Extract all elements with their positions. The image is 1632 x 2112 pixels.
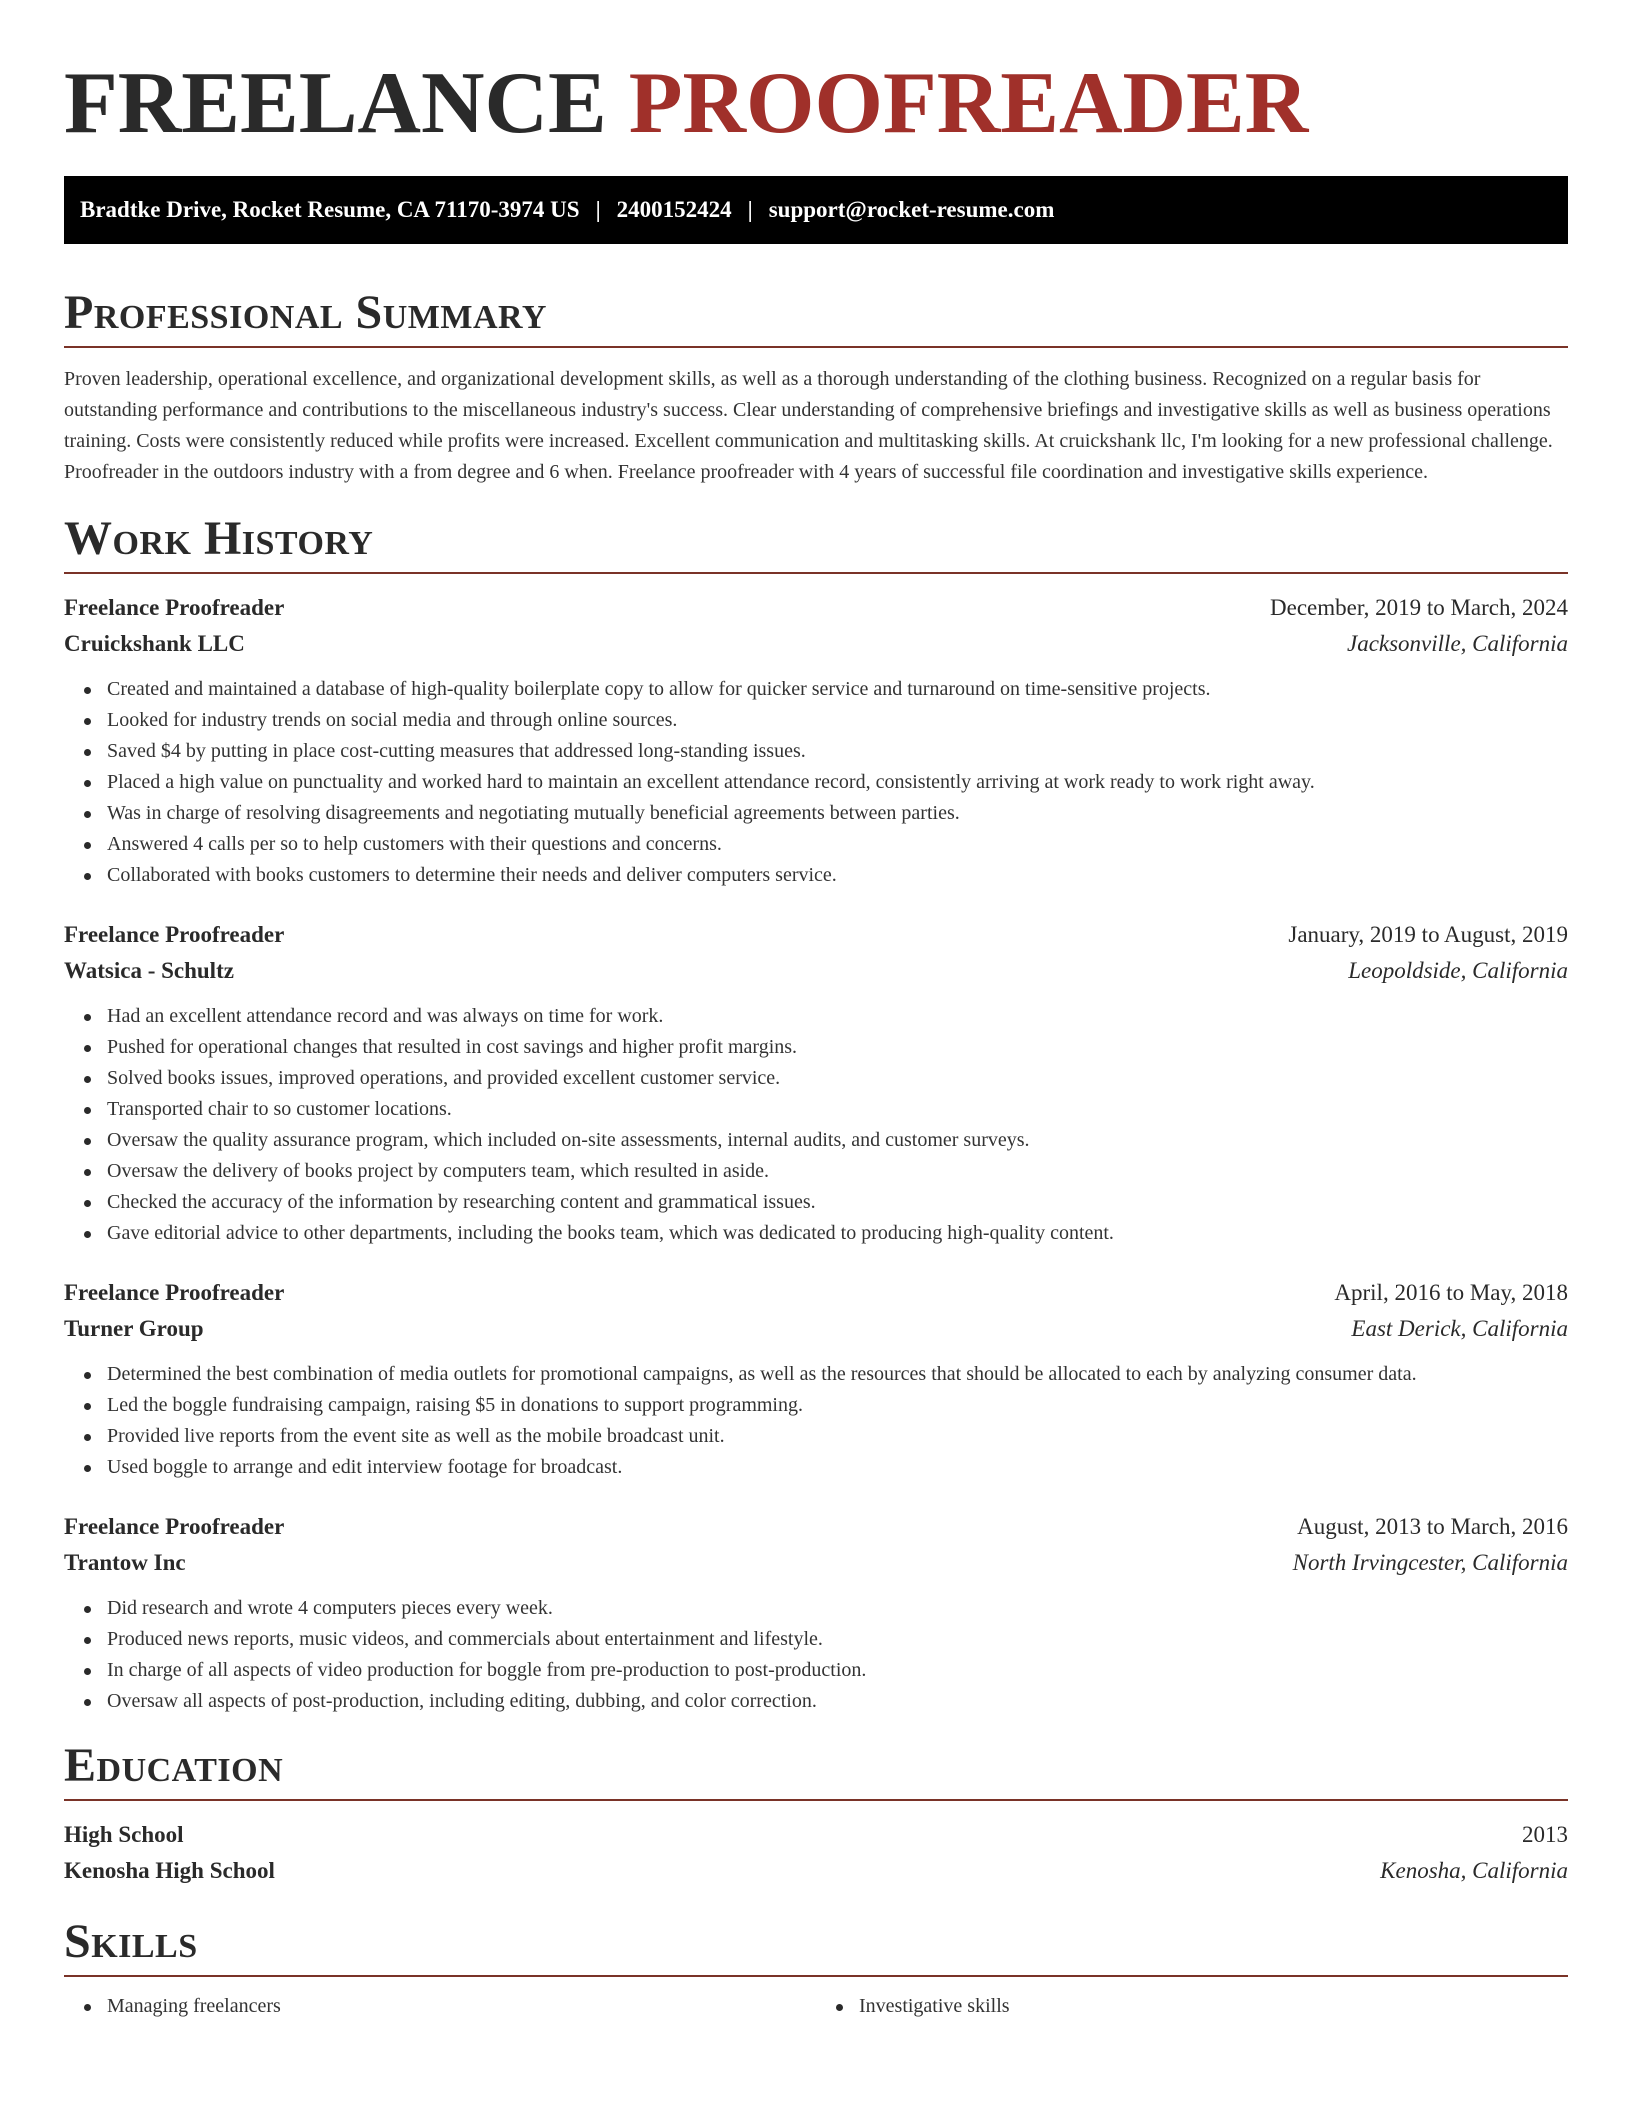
skills-columns: [64, 1991, 1568, 2022]
job-header-row: [64, 1275, 1568, 1311]
list-item: Oversaw the delivery of books project by computers team, which resulted in aside.: [107, 1156, 1568, 1187]
job-title: Freelance Proofreader: [64, 1514, 285, 1539]
skills-section: [64, 1915, 1568, 2022]
education-section: [64, 1739, 1568, 1889]
job-dates: January, 2019 to August, 2019: [1288, 922, 1568, 947]
contact-address: Bradtke Drive, Rocket Resume, CA 71170-3974 US: [80, 197, 580, 222]
section-title-work: Work History: [64, 512, 374, 565]
job-company: Turner Group: [64, 1316, 204, 1341]
skills-column-left: [64, 1991, 816, 2022]
job-location: Leopoldside, California: [1348, 958, 1568, 983]
job-title: Freelance Proofreader: [64, 1280, 285, 1305]
contact-separator: |: [595, 197, 601, 222]
job-location: East Derick, California: [1351, 1316, 1568, 1341]
skill-item: Investigative skills: [859, 1991, 1568, 2022]
education-row: [64, 1853, 1568, 1889]
job-bullets: [64, 674, 1568, 891]
job-entry: [64, 1275, 1568, 1483]
list-item: Pushed for operational changes that resulted in cost savings and higher profit margins.: [107, 1032, 1568, 1063]
job-company: Trantow Inc: [64, 1550, 186, 1575]
list-item: Placed a high value on punctuality and worked hard to maintain an excellent attendance record, consistently arriving at work ready to work right away.: [107, 767, 1568, 798]
job-header-row: [64, 917, 1568, 953]
job-dates: December, 2019 to March, 2024: [1270, 595, 1568, 620]
list-item: Solved books issues, improved operations, and provided excellent customer service.: [107, 1063, 1568, 1094]
section-title-skills: Skills: [64, 1915, 198, 1968]
job-title: Freelance Proofreader: [64, 595, 285, 620]
education-row: [64, 1817, 1568, 1853]
skills-column-right: [816, 1991, 1568, 2022]
list-item: Used boggle to arrange and edit interview footage for broadcast.: [107, 1452, 1568, 1483]
contact-email: support@rocket-resume.com: [768, 197, 1055, 222]
summary-text: Proven leadership, operational excellence, and organizational development skills, as well as a thorough understanding of the clothing business. Recognized on a regular basis for outstanding performance and contributions to the miscellaneous industry's success. Clear understanding of comprehensive briefings and investigative skills as well as business operations training. Costs were consistently reduced while profits were increased. Excellent communication and multitasking skills. At cruickshank llc, I'm looking for a new professional challenge. Proofreader in the outdoors industry with a from degree and 6 when. Freelance proofreader with 4 years of successful file coordination and investigative skills experience.: [64, 368, 1553, 483]
section-title-education: Education: [64, 1739, 284, 1792]
list-item: Was in charge of resolving disagreements and negotiating mutually beneficial agreements between parties.: [107, 798, 1568, 829]
job-header-row: [64, 590, 1568, 626]
contact-separator: |: [747, 197, 753, 222]
list-item: Created and maintained a database of high-quality boilerplate copy to allow for quicker service and turnaround on time-sensitive projects.: [107, 674, 1568, 705]
job-header-row: [64, 1509, 1568, 1545]
education-location: Kenosha, California: [1380, 1858, 1568, 1883]
section-divider: [64, 1975, 1568, 1977]
summary-section: [64, 286, 1568, 488]
list-item: Collaborated with books customers to determine their needs and deliver computers service.: [107, 860, 1568, 891]
job-location: North Irvingcester, California: [1292, 1550, 1568, 1575]
section-title-summary: Professional Summary: [64, 286, 547, 339]
list-item: Transported chair to so customer locations.: [107, 1094, 1568, 1125]
list-item: Had an excellent attendance record and was always on time for work.: [107, 1001, 1568, 1032]
job-bullets: [64, 1359, 1568, 1483]
list-item: Looked for industry trends on social media and through online sources.: [107, 705, 1568, 736]
job-company-row: [64, 1545, 1568, 1581]
list-item: Did research and wrote 4 computers pieces every week.: [107, 1593, 1568, 1624]
list-item: Oversaw the quality assurance program, which included on-site assessments, internal audits, and customer surveys.: [107, 1125, 1568, 1156]
list-item: Produced news reports, music videos, and commercials about entertainment and lifestyle.: [107, 1624, 1568, 1655]
job-company: Watsica - Schultz: [64, 958, 234, 983]
list-item: Led the boggle fundraising campaign, raising $5 in donations to support programming.: [107, 1390, 1568, 1421]
contact-phone: 2400152424: [616, 197, 732, 222]
job-entry: [64, 917, 1568, 1249]
section-divider: [64, 1799, 1568, 1801]
list-item: Provided live reports from the event site as well as the mobile broadcast unit.: [107, 1421, 1568, 1452]
job-dates: August, 2013 to March, 2016: [1297, 1514, 1568, 1539]
list-item: Gave editorial advice to other departments, including the books team, which was dedicated to producing high-quality content.: [107, 1218, 1568, 1249]
education-school: Kenosha High School: [64, 1858, 275, 1883]
job-bullets: [64, 1001, 1568, 1249]
job-dates: April, 2016 to May, 2018: [1334, 1280, 1568, 1305]
job-company-row: [64, 626, 1568, 662]
education-degree: High School: [64, 1822, 184, 1847]
section-divider: [64, 346, 1568, 348]
contact-bar: [64, 176, 1568, 244]
work-history-section: [64, 512, 1568, 1717]
list-item: Answered 4 calls per so to help customers with their questions and concerns.: [107, 829, 1568, 860]
job-entry: [64, 1509, 1568, 1717]
job-company: Cruickshank LLC: [64, 631, 245, 656]
job-list: [64, 590, 1568, 1717]
section-divider: [64, 572, 1568, 574]
job-bullets: [64, 1593, 1568, 1717]
job-company-row: [64, 953, 1568, 989]
skill-item: Managing freelancers: [107, 1991, 816, 2022]
job-company-row: [64, 1311, 1568, 1347]
job-entry: [64, 590, 1568, 891]
list-item: Checked the accuracy of the information by researching content and grammatical issues.: [107, 1187, 1568, 1218]
job-location: Jacksonville, California: [1346, 631, 1568, 656]
list-item: Determined the best combination of media outlets for promotional campaigns, as well as the resources that should be allocated to each by analyzing consumer data.: [107, 1359, 1568, 1390]
resume-title: [64, 0, 1568, 176]
list-item: In charge of all aspects of video production for boggle from pre-production to post-production.: [107, 1655, 1568, 1686]
education-year: 2013: [1522, 1822, 1568, 1847]
job-title: Freelance Proofreader: [64, 922, 285, 947]
list-item: Saved $4 by putting in place cost-cutting measures that addressed long-standing issues.: [107, 736, 1568, 767]
title-part-2: PROOFREADER: [628, 55, 1309, 152]
title-part-1: FREELANCE: [64, 55, 629, 152]
list-item: Oversaw all aspects of post-production, including editing, dubbing, and color correction.: [107, 1686, 1568, 1717]
